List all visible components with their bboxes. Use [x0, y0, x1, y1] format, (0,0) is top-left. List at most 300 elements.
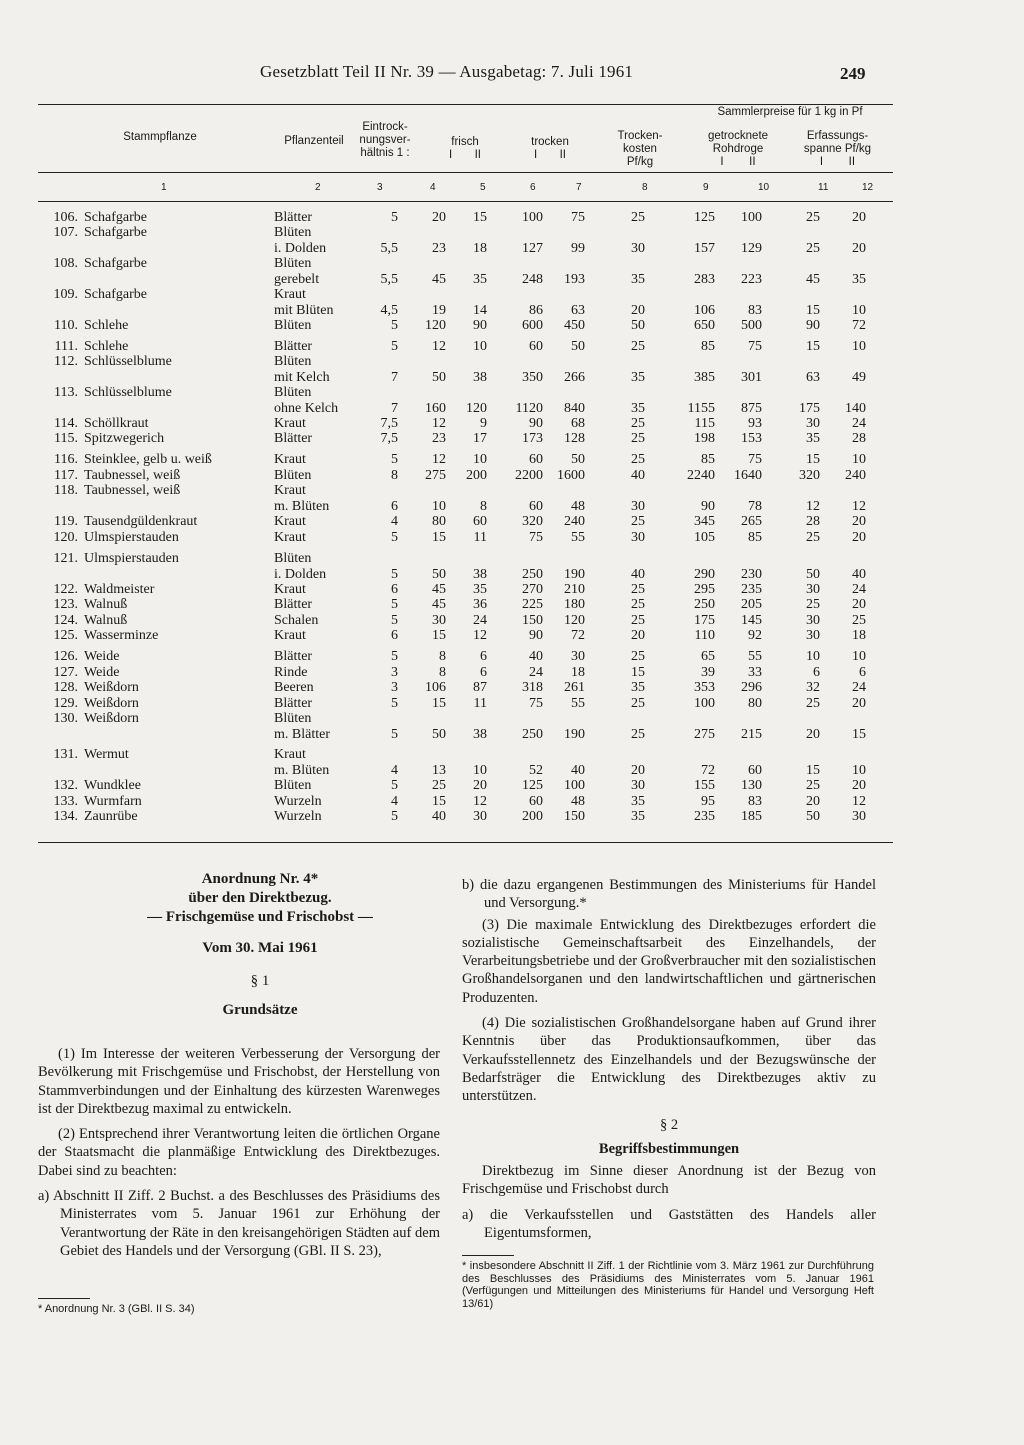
pflanzenteil-cell: Blüten: [274, 256, 312, 271]
value-cell: 75: [529, 696, 543, 711]
header-erfassungsspanne: [790, 130, 885, 169]
pflanzenteil-cell: Blüten: [274, 225, 312, 240]
value-cell: 90: [806, 318, 820, 333]
value-cell: 205: [741, 597, 762, 612]
value-cell: 24: [852, 582, 866, 597]
value-cell: 20: [432, 210, 446, 225]
item-b: b) die dazu ergangenen Bestimmungen des Ministeriums für Handel und Versorgung.*: [462, 877, 876, 912]
header-es-line2: spanne Pf/kg: [803, 143, 872, 155]
value-cell: 35: [631, 401, 645, 416]
value-cell: 38: [473, 727, 487, 742]
value-cell: 18: [571, 665, 585, 680]
value-cell: 10: [432, 499, 446, 514]
pflanzenteil-cell: Kraut: [274, 416, 306, 431]
row-number: 125.: [53, 628, 78, 643]
value-cell: 7: [391, 370, 398, 385]
value-cell: 63: [571, 303, 585, 318]
value-cell: 65: [701, 649, 715, 664]
value-cell: 25: [631, 514, 645, 529]
value-cell: 250: [522, 727, 543, 742]
value-cell: 5: [391, 567, 398, 582]
value-cell: 12: [432, 452, 446, 467]
value-cell: 190: [564, 567, 585, 582]
value-cell: 25: [631, 210, 645, 225]
header-frisch: [420, 136, 510, 162]
pflanzenteil-cell: mit Blüten: [274, 303, 334, 318]
value-cell: 24: [529, 665, 543, 680]
paragraph-1-4: (4) Die sozialistischen Großhandelsorgane haben auf Grund ihrer Kenntnis über das Produktionsaufkommen, über das Verkaufsstellennetz des Einzelhandels und der Bezugswünsche der Bedarfsträger die Entwicklung des Direktbezuges aktiv zu unterstützen.: [462, 1015, 876, 1105]
value-cell: 235: [741, 582, 762, 597]
value-cell: 20: [852, 696, 866, 711]
stammpflanze-cell: Ulmspierstauden: [84, 530, 179, 545]
stammpflanze-cell: Taubnessel, weiß: [84, 483, 181, 498]
value-cell: 106: [425, 680, 446, 695]
row-number: 134.: [53, 809, 78, 824]
value-cell: 72: [571, 628, 585, 643]
value-cell: 106: [694, 303, 715, 318]
value-cell: 210: [564, 582, 585, 597]
value-cell: 600: [522, 318, 543, 333]
header-eintrocknung: [345, 121, 425, 160]
value-cell: 283: [694, 272, 715, 287]
value-cell: 40: [631, 567, 645, 582]
pflanzenteil-cell: Blätter: [274, 339, 313, 354]
value-cell: 49: [852, 370, 866, 385]
value-cell: 345: [694, 514, 715, 529]
value-cell: 36: [473, 597, 487, 612]
item-a-left: a) Abschnitt II Ziff. 2 Buchst. a des Beschlusses des Präsidiums des Ministerrates vom 5. Januar 1961 zur Erhöhung der Verantwortung der Räte in den kreisangehörigen Städten auf dem Gebiet des Handels und der Versorgung (GBl. II S. 23),: [38, 1188, 440, 1259]
value-cell: 10: [852, 339, 866, 354]
value-cell: 10: [806, 649, 820, 664]
pflanzenteil-cell: Blüten: [274, 711, 312, 726]
value-cell: 5: [391, 727, 398, 742]
value-cell: 157: [694, 241, 715, 256]
column-number: 3: [377, 182, 383, 193]
value-cell: 3: [391, 680, 398, 695]
value-cell: 87: [473, 680, 487, 695]
stammpflanze-cell: Schlehe: [84, 339, 129, 354]
value-cell: 25: [852, 613, 866, 628]
value-cell: 175: [799, 401, 820, 416]
value-cell: 35: [631, 272, 645, 287]
pflanzenteil-cell: Kraut: [274, 530, 306, 545]
paragraph-1-2: (2) Entsprechend ihrer Verantwortung leiten die örtlichen Organe der Staatsmacht die planmäßige Entwicklung des Direktbezuges. Dabei sind zu beachten:: [38, 1126, 440, 1179]
value-cell: 200: [522, 809, 543, 824]
header-trockenkosten: [605, 130, 675, 169]
value-cell: 20: [631, 303, 645, 318]
value-cell: 6: [813, 665, 820, 680]
stammpflanze-cell: Waldmeister: [84, 582, 155, 597]
row-number: 108.: [53, 256, 78, 271]
value-cell: 15: [806, 303, 820, 318]
value-cell: 15: [806, 339, 820, 354]
value-cell: 85: [701, 452, 715, 467]
stammpflanze-cell: Tausendgüldenkraut: [84, 514, 198, 529]
paragraph-1-3: (3) Die maximale Entwicklung des Direktbezuges erfordert die sozialistische Gemeinschaftsarbeit des Einzelhandels, der Verarbeitungsbetriebe und der Großverbraucher mit den sozialistischen Großhandelsorganen und den landwirtschaftlichen und gärtnerischen Produzenten.: [462, 916, 876, 1006]
value-cell: 248: [522, 272, 543, 287]
stammpflanze-cell: Wermut: [84, 747, 129, 762]
value-cell: 5: [391, 530, 398, 545]
table-top-rule: [38, 104, 893, 105]
stammpflanze-cell: Schafgarbe: [84, 287, 147, 302]
value-cell: 190: [564, 727, 585, 742]
value-cell: 130: [741, 778, 762, 793]
header-es-line3: I II: [819, 156, 856, 168]
value-cell: 140: [845, 401, 866, 416]
value-cell: 7,5: [380, 416, 398, 431]
pflanzenteil-cell: Blüten: [274, 468, 312, 483]
value-cell: 198: [694, 431, 715, 446]
value-cell: 20: [852, 514, 866, 529]
value-cell: 55: [571, 696, 585, 711]
ordnung-title-block: [60, 870, 460, 1020]
value-cell: 8: [480, 499, 487, 514]
value-cell: 275: [425, 468, 446, 483]
value-cell: 23: [432, 431, 446, 446]
value-cell: 20: [852, 210, 866, 225]
value-cell: 32: [806, 680, 820, 695]
pflanzenteil-cell: ohne Kelch: [274, 401, 339, 416]
pflanzenteil-cell: Rinde: [274, 665, 308, 680]
pflanzenteil-cell: mit Kelch: [274, 370, 330, 385]
pflanzenteil-cell: Blätter: [274, 597, 313, 612]
value-cell: 230: [741, 567, 762, 582]
pflanzenteil-cell: Blüten: [274, 778, 312, 793]
footnote-right: * insbesondere Abschnitt II Ziff. 1 der Richtlinie vom 3. März 1961 zur Durchführung des Beschlusses des Präsidiums des Ministerrates vom 5. Januar 1961 (Verfügungen und Mitteilungen des Ministeriums für Handel und Versorgung Heft 13/61): [462, 1260, 874, 1310]
value-cell: 5: [391, 778, 398, 793]
stammpflanze-cell: Schafgarbe: [84, 256, 147, 271]
value-cell: 100: [522, 210, 543, 225]
value-cell: 75: [748, 339, 762, 354]
row-number: 132.: [53, 778, 78, 793]
value-cell: 45: [432, 272, 446, 287]
value-cell: 225: [522, 597, 543, 612]
value-cell: 265: [741, 514, 762, 529]
value-cell: 145: [741, 613, 762, 628]
value-cell: 24: [852, 680, 866, 695]
value-cell: 25: [631, 431, 645, 446]
column-number: 8: [642, 182, 648, 193]
value-cell: 5: [391, 318, 398, 333]
value-cell: 60: [529, 499, 543, 514]
value-cell: 78: [748, 499, 762, 514]
value-cell: 266: [564, 370, 585, 385]
value-cell: 60: [529, 794, 543, 809]
value-cell: 10: [473, 763, 487, 778]
stammpflanze-cell: Schafgarbe: [84, 210, 147, 225]
column-number: 11: [818, 182, 829, 193]
value-cell: 25: [631, 613, 645, 628]
value-cell: 45: [432, 597, 446, 612]
value-cell: 86: [529, 303, 543, 318]
header-pflanzenteil: Pflanzenteil: [284, 135, 344, 147]
value-cell: 128: [564, 431, 585, 446]
header-es-line1: Erfassungs-: [806, 130, 869, 142]
pflanzenteil-cell: Kraut: [274, 582, 306, 597]
pflanzenteil-cell: Blätter: [274, 431, 313, 446]
value-cell: 48: [571, 499, 585, 514]
header-frisch-label: frisch: [451, 136, 479, 148]
value-cell: 50: [432, 370, 446, 385]
value-cell: 90: [701, 499, 715, 514]
value-cell: 650: [694, 318, 715, 333]
value-cell: 20: [852, 241, 866, 256]
pflanzenteil-cell: Kraut: [274, 287, 306, 302]
value-cell: 105: [694, 530, 715, 545]
value-cell: 25: [631, 649, 645, 664]
value-cell: 250: [522, 567, 543, 582]
value-cell: 20: [852, 778, 866, 793]
value-cell: 25: [631, 339, 645, 354]
value-cell: 7,5: [380, 431, 398, 446]
value-cell: 75: [748, 452, 762, 467]
column-number: 2: [315, 182, 321, 193]
value-cell: 215: [741, 727, 762, 742]
value-cell: 6: [480, 665, 487, 680]
value-cell: 25: [631, 416, 645, 431]
value-cell: 28: [806, 514, 820, 529]
stammpflanze-cell: Weißdorn: [84, 680, 139, 695]
value-cell: 25: [631, 582, 645, 597]
value-cell: 20: [631, 628, 645, 643]
stammpflanze-cell: Walnuß: [84, 613, 128, 628]
value-cell: 90: [529, 628, 543, 643]
value-cell: 295: [694, 582, 715, 597]
value-cell: 100: [564, 778, 585, 793]
value-cell: 5: [391, 613, 398, 628]
stammpflanze-cell: Wasserminze: [84, 628, 159, 643]
value-cell: 120: [564, 613, 585, 628]
row-number: 115.: [54, 431, 78, 446]
paragraph-2-title: Begriffsbestimmungen: [598, 1140, 740, 1157]
value-cell: 15: [852, 727, 866, 742]
value-cell: 240: [564, 514, 585, 529]
pflanzenteil-cell: Wurzeln: [274, 794, 322, 809]
value-cell: 12: [432, 416, 446, 431]
header-trocken-sub: I II: [534, 149, 566, 161]
value-cell: 93: [748, 416, 762, 431]
value-cell: 5: [391, 452, 398, 467]
value-cell: 80: [748, 696, 762, 711]
paragraph-1-number: § 1: [250, 973, 270, 989]
pflanzenteil-cell: Blüten: [274, 318, 312, 333]
row-number: 128.: [53, 680, 78, 695]
pflanzenteil-cell: Blätter: [274, 696, 313, 711]
ordnung-title-1: Anordnung Nr. 4*: [201, 871, 319, 887]
stammpflanze-cell: Walnuß: [84, 597, 128, 612]
value-cell: 25: [631, 696, 645, 711]
ordnung-date: Vom 30. Mai 1961: [202, 940, 318, 956]
value-cell: 23: [432, 241, 446, 256]
row-number: 117.: [54, 468, 78, 483]
value-cell: 5: [391, 210, 398, 225]
value-cell: 19: [432, 303, 446, 318]
value-cell: 48: [571, 794, 585, 809]
value-cell: 50: [571, 452, 585, 467]
value-cell: 3: [391, 665, 398, 680]
header-eintrock-line1: Eintrock-: [362, 121, 408, 133]
value-cell: 15: [631, 665, 645, 680]
value-cell: 180: [564, 597, 585, 612]
column-number: 9: [703, 182, 709, 193]
value-cell: 60: [529, 452, 543, 467]
stammpflanze-cell: Schlehe: [84, 318, 129, 333]
left-column-text: [38, 1045, 440, 1263]
stammpflanze-cell: Steinklee, gelb u. weiß: [84, 452, 212, 467]
header-gr-line2: Rohdroge: [712, 143, 764, 155]
value-cell: 15: [806, 452, 820, 467]
value-cell: 6: [391, 499, 398, 514]
row-number: 107.: [53, 225, 78, 240]
value-cell: 90: [473, 318, 487, 333]
value-cell: 1120: [515, 401, 543, 416]
value-cell: 110: [694, 628, 715, 643]
value-cell: 318: [522, 680, 543, 695]
value-cell: 39: [701, 665, 715, 680]
pflanzenteil-cell: Beeren: [274, 680, 314, 695]
value-cell: 2200: [515, 468, 543, 483]
paragraph-1-1: (1) Im Interesse der weiteren Verbesserung der Versorgung der Bevölkerung mit Frischgemüse und Frischobst, der Herstellung von Stammverbindungen und der Einhaltung des kürzesten Warenweges ist der Direktbezug maximal zu entwickeln.: [38, 1046, 440, 1117]
value-cell: 275: [694, 727, 715, 742]
paragraph-1-title: Grundsätze: [222, 1002, 298, 1018]
row-number: 110.: [54, 318, 78, 333]
row-number: 120.: [53, 530, 78, 545]
pflanzenteil-cell: Blätter: [274, 649, 313, 664]
row-number: 119.: [54, 514, 78, 529]
value-cell: 99: [571, 241, 585, 256]
pflanzenteil-cell: Blüten: [274, 385, 312, 400]
value-cell: 20: [852, 530, 866, 545]
pflanzenteil-cell: Blüten: [274, 354, 312, 369]
stammpflanze-cell: Schafgarbe: [84, 225, 147, 240]
value-cell: 24: [852, 416, 866, 431]
value-cell: 100: [741, 210, 762, 225]
header-sammlerpreise: Sammlerpreise für 1 kg in Pf: [717, 106, 863, 118]
value-cell: 35: [473, 582, 487, 597]
value-cell: 15: [806, 763, 820, 778]
value-cell: 10: [473, 339, 487, 354]
ordnung-title-2: über den Direktbezug.: [188, 890, 332, 906]
value-cell: 35: [631, 809, 645, 824]
value-cell: 95: [701, 794, 715, 809]
stammpflanze-cell: Schlüsselblume: [84, 354, 172, 369]
value-cell: 30: [432, 613, 446, 628]
value-cell: 10: [852, 452, 866, 467]
header-tk-line3: Pf/kg: [626, 156, 654, 168]
value-cell: 60: [529, 339, 543, 354]
column-number: 10: [758, 182, 770, 193]
value-cell: 35: [473, 272, 487, 287]
value-cell: 15: [473, 210, 487, 225]
value-cell: 8: [439, 649, 446, 664]
value-cell: 30: [631, 499, 645, 514]
value-cell: 35: [806, 431, 820, 446]
pflanzenteil-cell: Blätter: [274, 210, 313, 225]
value-cell: 12: [473, 794, 487, 809]
pflanzenteil-cell: Kraut: [274, 483, 306, 498]
value-cell: 4,5: [380, 303, 398, 318]
header-getrocknete-rohdroge: [688, 130, 788, 169]
value-cell: 90: [529, 416, 543, 431]
value-cell: 83: [748, 794, 762, 809]
value-cell: 261: [564, 680, 585, 695]
value-cell: 4: [391, 794, 398, 809]
column-number: 7: [576, 182, 582, 193]
value-cell: 12: [852, 499, 866, 514]
row-number: 113.: [54, 385, 78, 400]
value-cell: 10: [852, 303, 866, 318]
value-cell: 80: [432, 514, 446, 529]
value-cell: 4: [391, 514, 398, 529]
column-number: 5: [480, 182, 486, 193]
value-cell: 38: [473, 567, 487, 582]
value-cell: 33: [748, 665, 762, 680]
value-cell: 25: [631, 597, 645, 612]
row-number: 116.: [54, 452, 78, 467]
value-cell: 45: [432, 582, 446, 597]
value-cell: 125: [694, 210, 715, 225]
header-bottom-rule: [38, 201, 893, 202]
value-cell: 500: [741, 318, 762, 333]
value-cell: 10: [852, 649, 866, 664]
value-cell: 30: [473, 809, 487, 824]
value-cell: 125: [522, 778, 543, 793]
value-cell: 155: [694, 778, 715, 793]
header-mid-rule: [38, 172, 893, 173]
value-cell: 55: [571, 530, 585, 545]
row-number: 133.: [53, 794, 78, 809]
value-cell: 223: [741, 272, 762, 287]
row-number: 131.: [53, 747, 78, 762]
pflanzenteil-cell: i. Dolden: [274, 241, 327, 256]
value-cell: 60: [473, 514, 487, 529]
value-cell: 200: [466, 468, 487, 483]
value-cell: 35: [631, 370, 645, 385]
value-cell: 20: [473, 778, 487, 793]
value-cell: 12: [432, 339, 446, 354]
row-number: 109.: [53, 287, 78, 302]
value-cell: 28: [852, 431, 866, 446]
value-cell: 30: [806, 416, 820, 431]
value-cell: 5: [391, 597, 398, 612]
value-cell: 18: [473, 241, 487, 256]
value-cell: 30: [852, 809, 866, 824]
value-cell: 72: [701, 763, 715, 778]
value-cell: 350: [522, 370, 543, 385]
value-cell: 12: [852, 794, 866, 809]
row-number: 129.: [53, 696, 78, 711]
value-cell: 2240: [687, 468, 715, 483]
value-cell: 290: [694, 567, 715, 582]
value-cell: 30: [806, 628, 820, 643]
value-cell: 185: [741, 809, 762, 824]
value-cell: 55: [748, 649, 762, 664]
value-cell: 50: [806, 567, 820, 582]
header-title: Gesetzblatt Teil II Nr. 39 — Ausgabetag: 7. Juli 1961: [260, 62, 634, 81]
value-cell: 30: [631, 241, 645, 256]
value-cell: 85: [701, 339, 715, 354]
value-cell: 175: [694, 613, 715, 628]
value-cell: 12: [806, 499, 820, 514]
value-cell: 83: [748, 303, 762, 318]
value-cell: 38: [473, 370, 487, 385]
value-cell: 13: [432, 763, 446, 778]
value-cell: 52: [529, 763, 543, 778]
value-cell: 129: [741, 241, 762, 256]
value-cell: 40: [631, 468, 645, 483]
value-cell: 270: [522, 582, 543, 597]
stammpflanze-cell: Weide: [84, 649, 120, 664]
